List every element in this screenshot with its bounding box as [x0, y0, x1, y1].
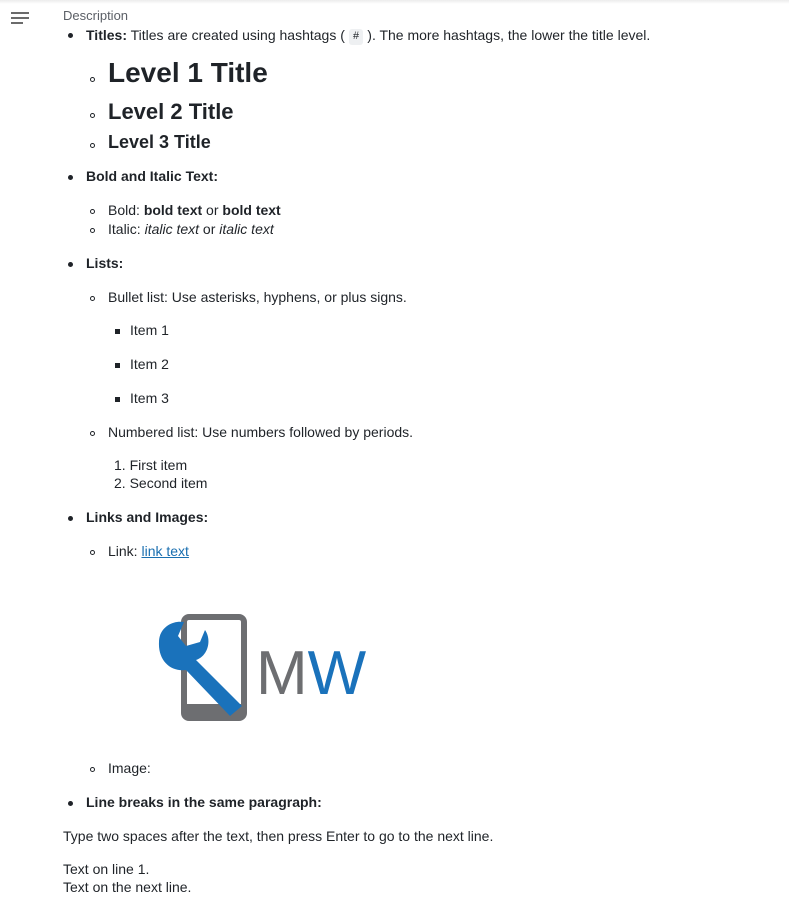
- bullet: [115, 329, 120, 334]
- bullet: [115, 363, 120, 368]
- numbered-item: 1. First item: [114, 457, 188, 473]
- bullet: [90, 228, 95, 233]
- list-item: Item 3: [130, 390, 169, 406]
- titles-text-after: ). The more hashtags, the lower the title level.: [363, 27, 651, 43]
- bold-text-b: bold text: [222, 202, 281, 218]
- bold-example: [108, 202, 281, 218]
- italic-text-b: italic text: [219, 221, 274, 237]
- bullet: [90, 77, 95, 82]
- titles-text-before: Titles are created using hashtags (: [126, 27, 349, 43]
- bullet-list-description: Bullet list: Use asterisks, hyphens, or plus signs.: [108, 289, 407, 305]
- bullet: [90, 209, 95, 214]
- line-breaks-heading: Line breaks in the same paragraph:: [86, 794, 322, 810]
- bullet: [68, 516, 73, 521]
- italic-or: or: [199, 221, 220, 237]
- bullet: [68, 801, 73, 806]
- bold-or: or: [202, 202, 223, 218]
- bullet: [68, 175, 73, 180]
- bullet: [68, 262, 73, 267]
- link-text[interactable]: link text: [141, 543, 189, 559]
- bullet: [90, 296, 95, 301]
- bold-text-a: bold text: [143, 202, 203, 218]
- numbered-item: 2. Second item: [114, 475, 208, 491]
- mw-logo-image: [156, 614, 372, 722]
- level-2-title: Level 2 Title: [108, 99, 234, 124]
- top-divider: [0, 0, 789, 4]
- menu-icon[interactable]: [11, 12, 31, 26]
- titles-line: [86, 27, 650, 45]
- hashtag-code: #: [349, 29, 364, 45]
- lists-heading: Lists:: [86, 255, 124, 271]
- bullet: [90, 143, 95, 148]
- link-prefix: Link:: [108, 543, 142, 559]
- bullet: [115, 397, 120, 402]
- italic-text-a: italic text: [144, 221, 200, 237]
- list-item: Item 1: [130, 322, 169, 338]
- link-example: [108, 543, 189, 559]
- italic-prefix: Italic:: [108, 221, 145, 237]
- bullet: [90, 550, 95, 555]
- bullet: [68, 33, 73, 38]
- bullet: [90, 113, 95, 118]
- titles-label: Titles:: [86, 27, 127, 43]
- line-2-text: Text on the next line.: [63, 879, 192, 895]
- logo-text: MW: [256, 639, 367, 708]
- italic-example: [108, 221, 274, 237]
- list-item: Item 2: [130, 356, 169, 372]
- links-images-heading: Links and Images:: [86, 509, 209, 525]
- bullet: [90, 767, 95, 772]
- level-1-title: Level 1 Title: [108, 57, 268, 88]
- line-breaks-instruction: Type two spaces after the text, then press Enter to go to the next line.: [63, 828, 494, 844]
- bold-italic-heading: Bold and Italic Text:: [86, 168, 218, 184]
- wrench-icon: [159, 622, 242, 716]
- line-1-text: Text on line 1.: [63, 861, 150, 877]
- image-label: Image:: [108, 760, 151, 776]
- numbered-list-description: Numbered list: Use numbers followed by periods.: [108, 424, 414, 440]
- description-label: Description: [63, 8, 129, 23]
- bullet: [90, 431, 95, 436]
- level-3-title: Level 3 Title: [108, 132, 211, 152]
- bold-prefix: Bold:: [108, 202, 144, 218]
